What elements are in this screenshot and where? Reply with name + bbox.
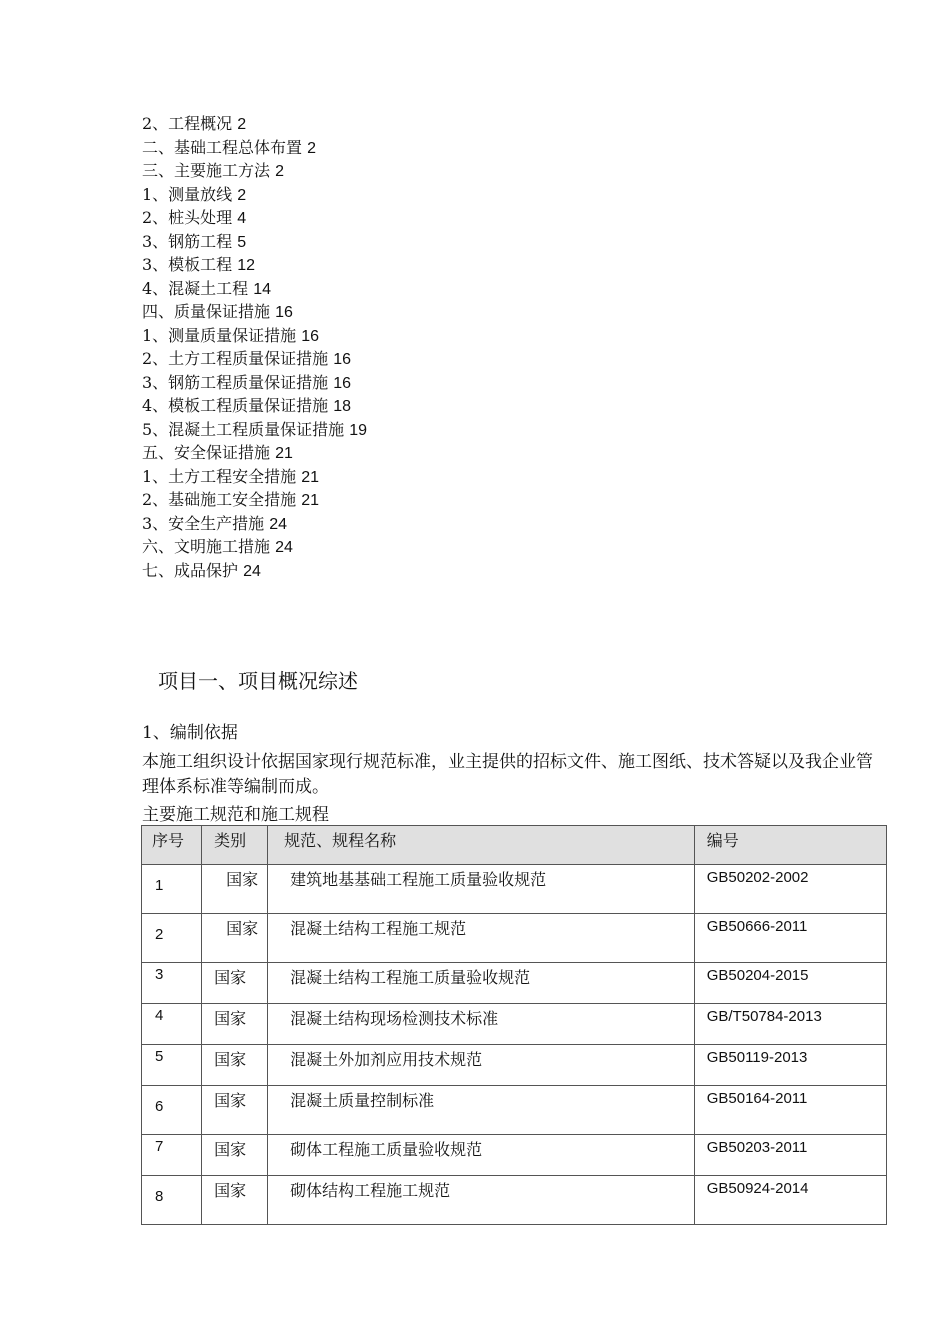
cell-no: 2: [142, 914, 202, 963]
toc-entry[interactable]: [142, 324, 367, 348]
toc-entry-text: 3、钢筋工程质量保证措施: [142, 372, 329, 392]
cell-category: 国家: [202, 1086, 268, 1135]
table-row: [142, 1176, 887, 1225]
cell-name: 混凝土外加剂应用技术规范: [268, 1045, 695, 1086]
toc-entry-page: 24: [269, 515, 288, 533]
toc-entry-page: 2: [237, 116, 247, 133]
table-row: [142, 914, 887, 963]
cell-category: 国家: [202, 1135, 268, 1176]
toc-entry-text: 五、安全保证措施: [142, 443, 271, 462]
toc-entry-page: 18: [333, 398, 352, 415]
table-row: [142, 865, 887, 914]
toc-entry-page: 5: [237, 233, 247, 251]
toc-entry[interactable]: [142, 159, 367, 183]
toc-entry-text: 三、主要施工方法: [142, 161, 271, 180]
cell-name: 混凝土质量控制标准: [268, 1086, 695, 1135]
toc-entry-page: 21: [301, 492, 320, 509]
toc-entry[interactable]: [142, 230, 367, 254]
toc-entry[interactable]: [142, 112, 367, 136]
cell-code: GB50203-2011: [694, 1135, 886, 1176]
toc-entry-text: 1、测量放线: [142, 184, 233, 204]
toc-entry[interactable]: [142, 488, 367, 512]
toc-entry[interactable]: [142, 371, 367, 395]
table-row: [142, 1004, 887, 1045]
cell-category: 国家: [202, 1004, 268, 1045]
toc-entry-text: 2、基础施工安全措施: [142, 490, 297, 509]
table-row: [142, 1045, 887, 1086]
cell-code: GB50204-2015: [694, 963, 886, 1004]
toc-entry-page: 21: [275, 445, 293, 462]
toc-entry-page: 2: [275, 163, 285, 180]
toc-entry-text: 1、土方工程安全措施: [142, 466, 297, 486]
toc-entry[interactable]: [142, 206, 367, 230]
cell-code: GB/T50784-2013: [694, 1004, 886, 1045]
toc-entry[interactable]: [142, 300, 367, 324]
toc-entry-page: 14: [253, 280, 272, 298]
toc-entry-text: 六、文明施工措施: [142, 537, 271, 556]
header-category: 类别: [202, 826, 268, 865]
cell-name: 建筑地基基础工程施工质量验收规范: [268, 865, 695, 914]
toc-entry[interactable]: [142, 277, 367, 301]
toc-entry[interactable]: [142, 183, 367, 207]
cell-category: 国家: [202, 963, 268, 1004]
cell-no: 8: [142, 1176, 202, 1225]
header-no: 序号: [142, 826, 202, 865]
toc-entry[interactable]: [142, 535, 367, 559]
cell-code: GB50202-2002: [694, 865, 886, 914]
toc-entry[interactable]: [142, 253, 367, 277]
standards-table: [141, 825, 887, 1225]
cell-no: 1: [142, 865, 202, 914]
cell-name: 砌体工程施工质量验收规范: [268, 1135, 695, 1176]
table-header-row: [142, 826, 887, 865]
toc-entry-page: 12: [237, 257, 256, 274]
cell-category: 国家: [202, 1045, 268, 1086]
toc-entry-page: 16: [301, 327, 320, 345]
toc-entry-page: 16: [333, 374, 352, 392]
cell-no: 7: [142, 1135, 202, 1176]
cell-category: 国家: [202, 914, 268, 963]
cell-no: 6: [142, 1086, 202, 1135]
section-title: 项目一、项目概况综述: [158, 669, 358, 693]
table-row: [142, 1086, 887, 1135]
toc-entry-page: 2: [237, 186, 247, 204]
toc-entry-text: 4、模板工程质量保证措施: [142, 396, 329, 415]
cell-no: 5: [142, 1045, 202, 1086]
cell-category: 国家: [202, 1176, 268, 1225]
toc-entry[interactable]: [142, 136, 367, 160]
table-of-contents: [142, 112, 367, 582]
cell-category: 国家: [202, 865, 268, 914]
table-row: [142, 1135, 887, 1176]
sub-heading: 1、编制依据: [142, 723, 238, 743]
toc-entry-text: 七、成品保护: [142, 560, 239, 580]
toc-entry[interactable]: [142, 559, 367, 583]
cell-name: 混凝土结构现场检测技术标准: [268, 1004, 695, 1045]
table-caption: 主要施工规范和施工规程: [142, 805, 329, 825]
cell-name: 砌体结构工程施工规范: [268, 1176, 695, 1225]
toc-entry-text: 4、混凝土工程: [142, 278, 249, 298]
cell-code: GB50119-2013: [694, 1045, 886, 1086]
header-name: 规范、规程名称: [268, 826, 695, 865]
toc-entry-text: 四、质量保证措施: [142, 302, 271, 321]
toc-entry-page: 4: [237, 210, 247, 227]
cell-code: GB50666-2011: [694, 914, 886, 963]
cell-name: 混凝土结构工程施工规范: [268, 914, 695, 963]
toc-entry-text: 2、桩头处理: [142, 208, 233, 227]
toc-entry-text: 3、安全生产措施: [142, 513, 265, 533]
toc-entry[interactable]: [142, 465, 367, 489]
cell-no: 4: [142, 1004, 202, 1045]
toc-entry-page: 24: [243, 562, 261, 580]
toc-entry-page: 21: [301, 468, 320, 486]
toc-entry[interactable]: [142, 394, 367, 418]
toc-entry-text: 二、基础工程总体布置: [142, 137, 303, 157]
toc-entry-text: 2、工程概况: [142, 114, 233, 133]
toc-entry-page: 16: [275, 304, 293, 321]
toc-entry[interactable]: [142, 418, 367, 442]
toc-entry[interactable]: [142, 512, 367, 536]
toc-entry-text: 3、钢筋工程: [142, 231, 233, 251]
toc-entry-text: 2、土方工程质量保证措施: [142, 349, 329, 368]
cell-no: 3: [142, 963, 202, 1004]
header-code: 编号: [694, 826, 886, 865]
toc-entry-text: 1、测量质量保证措施: [142, 325, 297, 345]
cell-name: 混凝土结构工程施工质量验收规范: [268, 963, 695, 1004]
body-paragraph: 本施工组织设计依据国家现行规范标准，业主提供的招标文件、施工图纸、技术答疑以及我企业管理体系标准等编制而成。: [142, 752, 873, 797]
toc-entry-page: 2: [307, 139, 317, 157]
toc-entry-page: 16: [333, 351, 352, 368]
toc-entry-text: 3、模板工程: [142, 255, 233, 274]
table-row: [142, 963, 887, 1004]
cell-code: GB50924-2014: [694, 1176, 886, 1225]
toc-entry-page: 19: [349, 421, 368, 439]
toc-entry[interactable]: [142, 347, 367, 371]
toc-entry-text: 5、混凝土工程质量保证措施: [142, 419, 345, 439]
toc-entry-page: 24: [275, 539, 293, 556]
cell-code: GB50164-2011: [694, 1086, 886, 1135]
toc-entry[interactable]: [142, 441, 367, 465]
